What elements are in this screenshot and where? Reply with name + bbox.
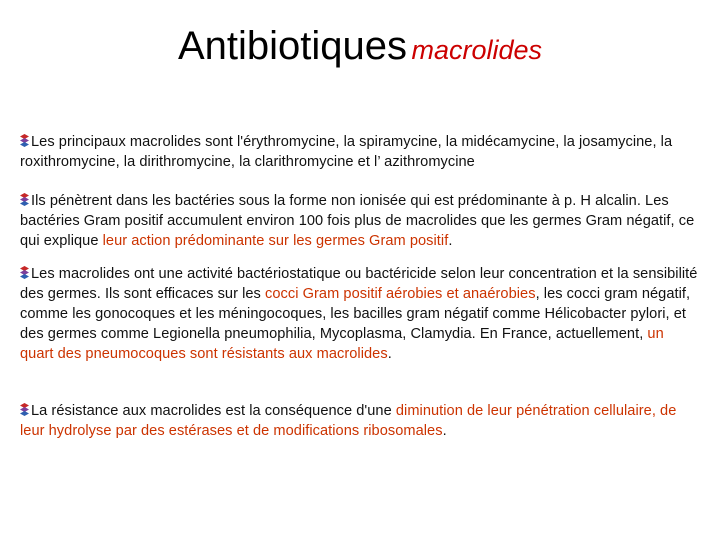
title-main: Antibiotiques (177, 24, 408, 68)
paragraph-penetration-bacteries (20, 191, 700, 251)
paragraph-principaux-macrolides (20, 132, 700, 172)
paragraph-text: , les cocci gram négatif, comme les gonocoques et les méningocoques, les bacilles gram négatif comme Hélicobacter pylori, et des germes comme Legionella pneumophilia, Mycoplasma, Clamydia. En France, actuellement, (20, 286, 691, 342)
paragraph-text: Les principaux macrolides sont l'érythromycine, la spiramycine, la midécamycine, la josamycine, la roxithromycine, la dirithromycine, la clarithromycine et l’ azithromycine (20, 134, 673, 170)
layered-diamond-bullet-icon (20, 193, 29, 206)
highlighted-text: leur action prédominante sur les germes Gram positif (102, 233, 449, 249)
paragraph-activite-bacteriostatique (20, 264, 700, 364)
paragraph-text: La résistance aux macrolides est la conséquence d'une (31, 403, 396, 419)
page-title (0, 24, 720, 69)
paragraph-text: . (442, 423, 447, 439)
paragraph-text: . (448, 233, 453, 249)
paragraph-text: Les macrolides ont une activité bactériostatique ou bactéricide selon leur concentration et la sensibilité des germes. Ils sont efficaces sur les (20, 266, 698, 302)
paragraph-resistance (20, 401, 700, 441)
highlighted-text: diminution de leur pénétration cellulaire, de leur hydrolyse par des estérases et de modifications ribosomales (20, 403, 677, 439)
layered-diamond-bullet-icon (20, 134, 29, 147)
highlighted-text: cocci Gram positif aérobies et anaérobies (265, 286, 536, 302)
highlighted-text: un quart des pneumocoques sont résistants aux macrolides (20, 326, 664, 362)
paragraph-text: . (387, 346, 392, 362)
paragraph-text: Ils pénètrent dans les bactéries sous la forme non ionisée qui est prédominante à p. H alcalin. Les bactéries Gram positif accumulent environ 100 fois plus de macrolides que les germes Gram négatif, ce qui explique (20, 193, 695, 249)
layered-diamond-bullet-icon (20, 266, 29, 279)
title-accent: macrolides (411, 35, 543, 65)
layered-diamond-bullet-icon (20, 403, 29, 416)
